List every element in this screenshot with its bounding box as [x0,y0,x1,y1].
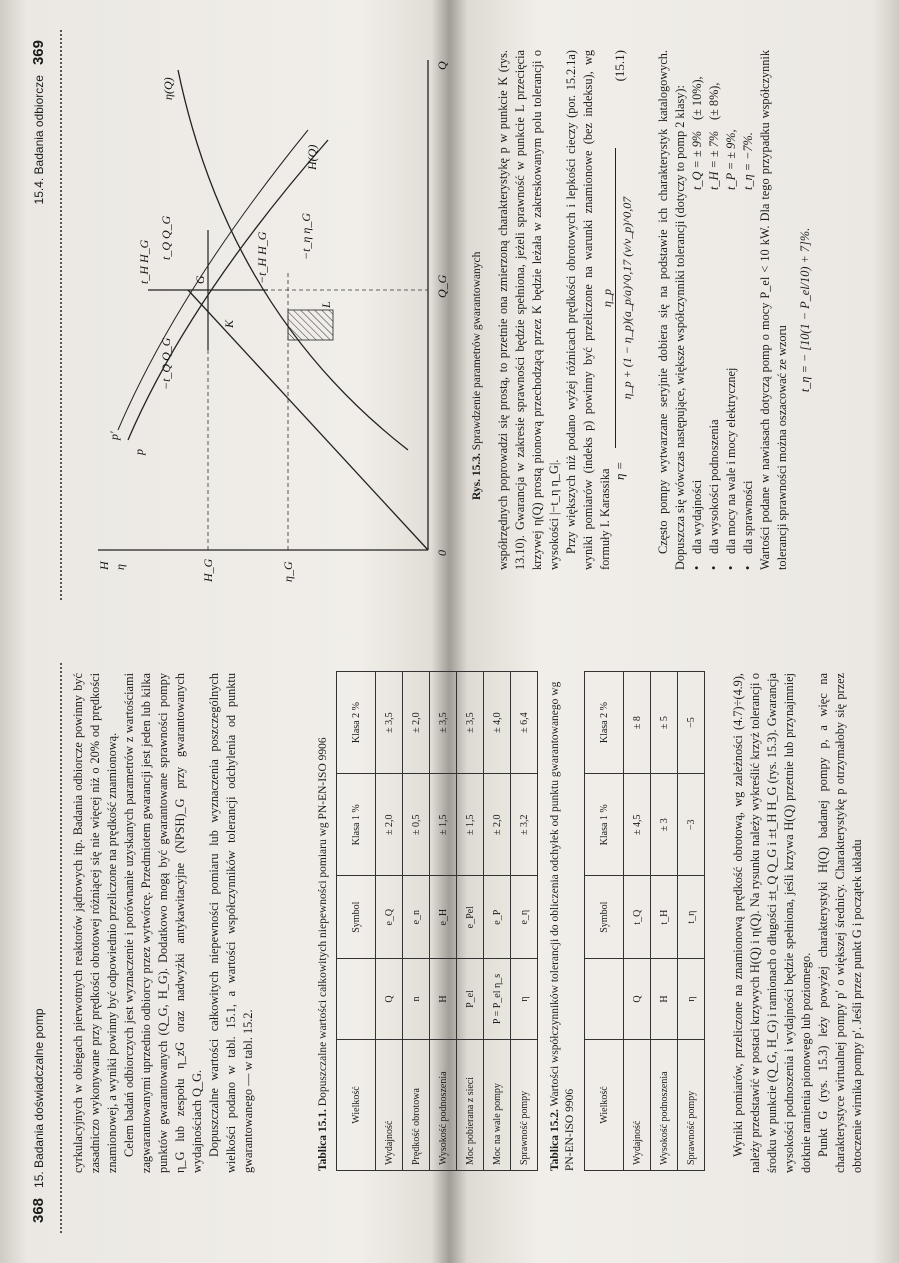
formula-2: t_η = − [10(1 − P_el/10) + 7]%. [798,227,812,393]
left-header-rule [60,663,62,1233]
right-page [0,0,899,630]
table-cell: t_η [678,876,705,959]
left-page [0,633,899,1263]
list-item-name: dla wydajności [690,479,704,554]
list-item-paren [740,50,757,120]
paragraph: Wyniki pomiarów, przeliczone na znamionową prędkość obrotową, wg zależności (4.7)÷(4.9), należy przedstawić w postaci krzywych H(Q) i η(Q). Na rysunku należy wykreślić krzyż tolerancji o środku w punkcie (Q_G, H_G) i ramionach o długości ±t_Q Q_G i ±t_H H_G (rys. 15.3). Gwarancja wysokości podnoszenia i wydajności będzie spełniona, jeśli krzywa H(Q) przetnie lub przynajmniej dotknie ramienia pionowego lub poziomego. [731,673,813,1173]
table-cell: ± 5 [651,672,678,774]
list-item-value: t_Q = ± 9% [690,130,704,190]
table-row [376,672,403,1171]
table2 [584,671,705,1171]
table1-caption [316,671,331,1171]
table-cell: Moc na wale pompy [484,1040,511,1171]
table-cell: ± 3,2 [511,774,538,876]
label-minus-thhg: −t_H H_G [255,231,269,284]
table-cell: ± 4,0 [484,672,511,774]
table-cell: H [430,959,457,1040]
formula-denominator: η_p + (1 − η_p)(a_p/a)^0,17 (ν/ν_p)^0,07 [620,196,634,400]
left-header-title: 15. Badania doświadczalne pomp [32,1008,46,1188]
table-cell: ± 3 [651,774,678,876]
label-H: H [97,561,111,570]
label-HG: H_G [201,558,215,582]
figure-caption-label: Rys. 15.3. [471,453,483,500]
paragraph: cyrkulacyjnych w obiegach pierwotnych reaktorów jądrowych itp. Badania odbiorcze powinny być zasadniczo wykonywane przy prędkości obrotowej różniącej się nie więcej niż o 20% od prędkości znamionowej, a wyniki powinny być odpowiednio przeliczone na prędkość znamionową. [71,673,119,1173]
label-etaQ: η(Q) [161,77,175,100]
table-cell: ± 1,5 [430,774,457,876]
left-bottom-text [730,673,866,1173]
figure-caption [470,80,485,500]
left-intro-text [70,673,257,1173]
list-item-value: t_H = ± 7% [707,130,721,190]
table-cell: Sprawność pompy [511,1040,538,1171]
table-cell: t_Q [624,876,651,959]
table-header: Klasa 2 % [585,672,624,774]
table-cell: ± 6,4 [511,672,538,774]
list-item-value: t_P = ± 9%, [724,129,738,190]
figure-15-3 [78,30,468,590]
label-etaG: η_G [281,561,295,582]
table-row [511,672,538,1171]
table-cell: e_η [511,876,538,959]
table-cell: e_Q [376,876,403,959]
table-cell: Q [376,959,403,1040]
list-item-paren: (± 10%), [690,76,704,120]
paragraph: Dopuszczalne wartości całkowitych niepewności pomiaru lub wyznaczenia poszczególnych wielkości podano w tabl. 15.1, a wartości współczynników tolerancji odchylenia od punktu gwarantowanego — w tabl. 15.2. [207,673,255,1173]
table2-caption [548,671,578,1171]
table-cell: e_Pel [457,876,484,959]
table-header: Symbol [585,876,624,959]
table-row [651,672,678,1171]
paragraph: Często pompy wytwarzane seryjnie dobiera się na podstawie ich charakterystyk katalogowych. Dopuszcza się wówczas następujące, większe współczynniki tolerancji (dotyczy to pomp 2 klasy): [656,50,687,570]
table-cell: η [511,959,538,1040]
table-row [678,672,705,1171]
table2-caption-text: Wartości współczynników tolerancji do obliczenia odchyłek od punktu gwarantowanego wg PN-EN-ISO 9906 [549,681,576,1171]
list-item-paren [723,50,740,120]
label-thhg: t_H H_G [137,239,151,284]
table-cell: t_H [651,876,678,959]
label-L: L [319,301,333,308]
table-cell: Wysokość podnoszenia [651,1040,678,1171]
table-header: Klasa 2 % [337,672,376,774]
table-header-row [585,672,624,1171]
paragraph: Wartości podane w nawiasach dotyczą pomp o mocy P_el < 10 kW. Dla tego przypadku współczynnik tolerancji sprawności można oszacować ze wzoru [758,50,789,570]
table-cell: η [678,959,705,1040]
list-item-paren: (± 8%), [707,82,721,120]
table-row [484,672,511,1171]
table-cell: Sprawność pompy [678,1040,705,1171]
label-eta: η [113,564,127,570]
table-cell: ± 1,5 [457,774,484,876]
table-cell: P = P_el η_s [484,959,511,1040]
table-cell: ± 3,5 [457,672,484,774]
label-G: G [193,275,207,284]
list-item: • dla sprawności t_η = −7%. [740,50,757,570]
label-tqqg: t_Q Q_G [159,215,173,260]
table-cell: Wydajność [376,1040,403,1171]
label-minus-tqqg: −t_Q Q_G [159,337,173,390]
list-item-name: dla sprawności [741,480,755,554]
table-header: Symbol [337,876,376,959]
table-header [337,959,376,1040]
formula-number: (15.1) [612,50,627,82]
table-cell: ± 0,5 [403,774,430,876]
table-cell: ± 4,5 [624,774,651,876]
label-teta: −t_η η_G [299,212,313,260]
table-header: Wielkość [585,1040,624,1171]
table-header [585,959,624,1040]
curve-etaQ [178,70,408,450]
list-item: • dla mocy na wale i mocy elektrycznej t_P = ± 9%, [723,50,740,570]
tolerance-list [689,50,757,570]
table-row [430,672,457,1171]
table-cell: Wydajność [624,1040,651,1171]
right-text-2 [655,50,814,570]
left-header [30,1008,47,1223]
table-header: Klasa 1 % [585,774,624,876]
paragraph: Celem badań odbiorczych jest wyznaczenie i porównanie uzyskanych parametrów z wartościami zagwarantowanymi uprzednio odbiorcy przez wytwórcę. Przedmiotem gwarancji jest jeden lub kilka punktów gwarantowanych (Q_G, H_G). Dodatkowo mogą być gwarantowane sprawności pompy η_G lub zespołu η_zG oraz nadwyżki antykawitacyjne (NPSH)_G przy gwarantowanych wydajnościach Q_G. [122,673,204,1173]
label-K: K [222,319,236,328]
paragraph: Punkt G (rys. 15.3) leży powyżej charakterystyki H(Q) badanej pompy p, a więc na charakterystyce wirtualnej pompy p′ o większej średnicy. Charakterystykę p otrzymałoby się przez obtoczenie wirnika pompy p′. Jeśli przez punkt G i początek układu [816,673,864,1173]
right-header [30,40,47,204]
table-cell: e_H [430,876,457,959]
table-cell: Q [624,959,651,1040]
table-header: Wielkość [337,1040,376,1171]
table-cell: e_n [403,876,430,959]
label-origin: 0 [435,550,449,556]
table-cell: n [403,959,430,1040]
table-cell: Wysokość podnoszenia [430,1040,457,1171]
table-row [624,672,651,1171]
label-Q: Q [435,61,449,70]
table-cell: H [651,959,678,1040]
table-cell: −5 [678,672,705,774]
table1 [336,671,538,1171]
formula-15-1 [600,50,644,480]
list-item: • dla wydajności t_Q = ± 9% (± 10%), [689,50,706,570]
table-row [457,672,484,1171]
tolerance-hatched-area [288,310,333,340]
list-item-value: t_η = −7%. [741,132,755,190]
table-cell: e_P [484,876,511,959]
table-header: Klasa 1 % [337,774,376,876]
table-cell: ± 2,0 [403,672,430,774]
list-item-name: dla wysokości podnoszenia [707,419,721,554]
table-cell: Prędkość obrotowa [403,1040,430,1171]
table-cell: P_el [457,959,484,1040]
right-header-rule [60,30,62,600]
right-text-1 [495,50,614,570]
table-header-row [337,672,376,1171]
table1-caption-label: Tablica 15.1. [317,1109,329,1171]
table-cell: −3 [678,774,705,876]
paragraph: Przy większych niż podano wyżej różnicach prędkości obrotowych i lepkości cieczy (por. 15.2.1a) wyniki pomiarów (indeks p) powinny być przeliczone na warunki znamionowe (bez indeksu), wg formuły I. Karassika [564,50,612,570]
table-cell: ± 2,0 [484,774,511,876]
label-p-prime: p′ [107,431,121,440]
table-cell: ± 2,0 [376,774,403,876]
right-header-title: 15.4. Badania odbiorcze [32,75,46,205]
label-p: p [132,449,146,455]
table-cell: ± 3,5 [376,672,403,774]
table-cell: Moc pobierana z sieci [457,1040,484,1171]
figure-caption-text: Sprawdzenie parametrów gwarantowanych [471,251,483,451]
formula-lhs: η = [612,461,627,480]
table1-caption-text: Dopuszczalne wartości całkowitych niepewności pomiaru wg PN-EN-ISO 9906 [317,737,329,1107]
formula-numerator: η_p [600,148,616,448]
label-QG: Q_G [435,274,449,298]
left-page-number: 368 [30,1197,47,1223]
paragraph: współrzędnych poprowadzi się prostą, to przetnie ona zmierzoną charakterystykę p w punkcie K (rys. 13.10). Gwarancja w zakresie sprawności będzie spełniona, jeżeli sprawność w punkcie L przecięcia krzywej η(Q) prostą pionową przechodzącą przez K będzie leżała w zakreskowanym polu tolerancji o wysokości |−t_η η_G|. [496,50,561,570]
list-item-name: dla mocy na wale i mocy elektrycznej [724,367,738,554]
right-page-number: 369 [30,40,47,66]
table-cell: ± 3,5 [430,672,457,774]
table-row [403,672,430,1171]
table-cell: ± 8 [624,672,651,774]
list-item: • dla wysokości podnoszenia t_H = ± 7% (± 8%), [706,50,723,570]
table2-caption-label: Tablica 15.2. [549,1109,561,1171]
label-HQ: H(Q) [305,144,319,170]
